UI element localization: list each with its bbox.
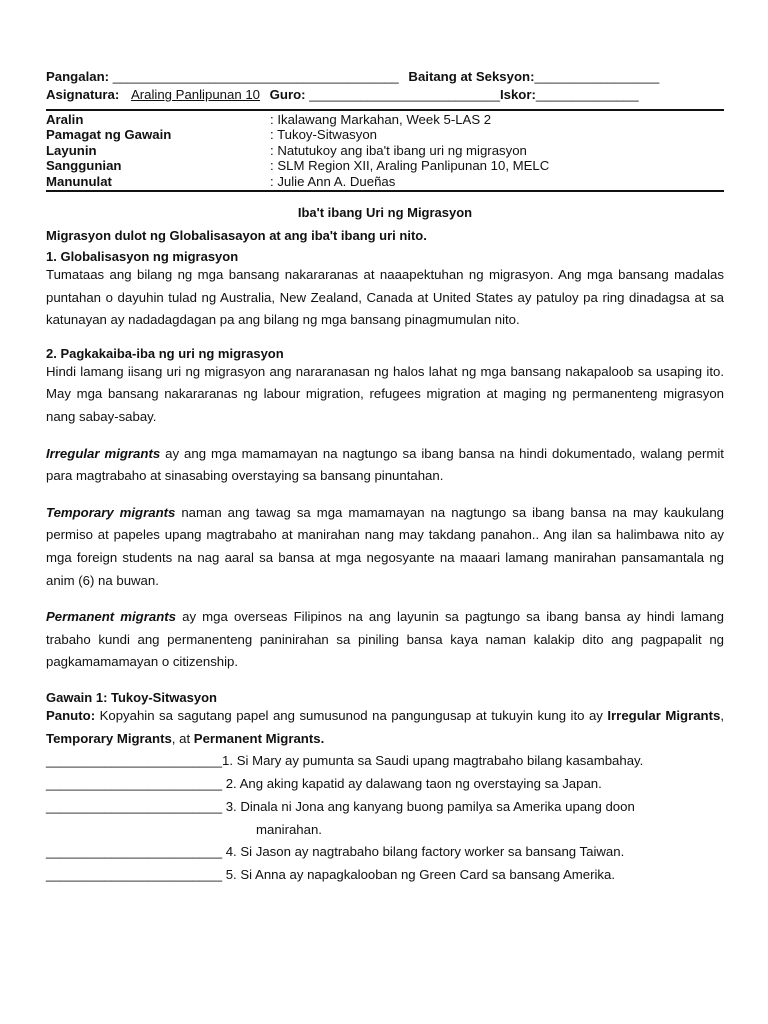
meta-row-manunulat [46, 174, 724, 189]
meta-value: : Ikalawang Markahan, Week 5-LAS 2 [270, 112, 492, 127]
answer-blank[interactable]: ________________________ [46, 775, 223, 791]
option-permanent: Permanent Migrants. [193, 730, 325, 746]
asignatura-value: Araling Panlipunan 10 [130, 87, 260, 102]
meta-key: Sanggunian [46, 158, 122, 174]
permanent-paragraph [46, 606, 724, 674]
pangalan-blank: _______________________________________ [112, 69, 399, 84]
irregular-term: Irregular migrants [46, 445, 161, 461]
pangalan-label: Pangalan: [46, 69, 110, 84]
panuto-text: Kopyahin sa sagutang papel ang sumusunod na pangungusap at tukuyin kung ito ay [95, 707, 608, 723]
header-line-1 [46, 68, 724, 86]
meta-row-sanggunian [46, 158, 724, 173]
baitang-blank: _________________ [534, 69, 660, 84]
meta-value: : Tukoy-Sitwasyon [270, 127, 378, 143]
answer-blank[interactable]: ________________________ [46, 867, 223, 883]
permanent-text: ay mga overseas Filipinos na ang layunin sa pagtungo sa ibang bansa ay hindi lamang trabaho kundi ang permanenteng paninirahan sa piniling bansa kaya naman kalakip dito ang pagpapalit ng pagkamamamayan o citizenship. [46, 609, 724, 670]
permanent-term: Permanent migrants [46, 609, 176, 625]
iskor-label: Iskor: [499, 87, 536, 102]
meta-divider [46, 190, 724, 192]
question-text: 3. Dinala ni Jona ang kanyang buong pamilya sa Amerika upang doon [222, 798, 635, 814]
section-1-text: Tumataas ang bilang ng mga bansang nakararanas at naaapektuhan ng migrasyon. Ang mga bansang madalas puntahan o dayuhin tulad ng Australia, New Zealand, Canada at United States ay patuloy pa ring dinadagsa at sa katunayan ay nadadagdagan pa ang bilang ng mga bansang pinagmumulan nito. [46, 267, 724, 328]
panuto-paragraph [46, 705, 724, 750]
meta-table [46, 112, 724, 189]
lesson-title: Iba't ibang Uri ng Migrasyon [297, 205, 473, 221]
meta-key: Pamagat ng Gawain [46, 127, 172, 143]
section-2-heading: 2. Pagkakaiba-iba ng uri ng migrasyon [46, 345, 284, 361]
question-text: 5. Si Anna ay napagkalooban ng Green Card sa bansang Amerika. [222, 867, 615, 883]
gawain-heading: Gawain 1: Tukoy-Sitwasyon [46, 689, 217, 705]
header-divider [46, 109, 724, 111]
meta-row-aralin [46, 112, 724, 127]
meta-row-pamagat [46, 127, 724, 142]
panuto-label: Panuto: [46, 707, 96, 723]
question-item-2 [46, 773, 724, 796]
answer-blank[interactable]: ________________________ [46, 798, 223, 814]
option-separator: , at [171, 730, 194, 746]
baitang-label: Baitang at Seksyon: [408, 69, 535, 84]
meta-key: Manunulat [46, 173, 112, 189]
section-1-heading: 1. Globalisasyon ng migrasyon [46, 249, 239, 265]
meta-key: Layunin [46, 142, 97, 158]
lesson-intro: Migrasyon dulot ng Globalisasayon at ang iba't ibang uri nito. [46, 228, 427, 244]
temporary-term: Temporary migrants [46, 504, 176, 520]
question-text: 2. Ang aking kapatid ay dalawang taon ng overstaying sa Japan. [222, 775, 602, 791]
header-line-2 [46, 86, 724, 104]
irregular-paragraph [46, 443, 724, 488]
asignatura-label: Asignatura: [46, 87, 120, 102]
option-irregular: Irregular Migrants [607, 707, 721, 723]
section-2-text: Hindi lamang iisang uri ng migrasyon ang nararanasan ng halos lahat ng mga bansang nakapaloob sa usaping ito. May mga bansang nakararanas ng labour migration, refugees migration at maging ng permanenteng migrasyon nang sabay-sabay. [46, 363, 724, 424]
question-item-3 [46, 796, 724, 842]
question-item-1 [46, 750, 724, 773]
option-temporary: Temporary Migrants [46, 730, 172, 746]
guro-label: Guro: [269, 87, 306, 102]
question-text: 1. Si Mary ay pumunta sa Saudi upang magtrabaho bilang kasambahay. [222, 753, 644, 769]
meta-value: : Julie Ann A. Dueñas [270, 173, 396, 189]
temporary-paragraph [46, 502, 724, 592]
worksheet-page [46, 68, 724, 887]
question-item-4 [46, 841, 724, 864]
option-separator: , [720, 707, 725, 723]
answer-blank[interactable]: ________________________ [46, 753, 223, 769]
meta-key: Aralin [46, 112, 84, 127]
meta-value: : Natutukoy ang iba't ibang uri ng migrasyon [270, 142, 527, 158]
question-text-continued: manirahan. [256, 821, 322, 837]
temporary-text: naman ang tawag sa mga mamamayan na nagtungo sa ibang bansa na may kaukulang permiso at papeles upang magtrabaho at manirahan nang may takdang panahon.. Ang ilan sa halimbawa nito ay mga foreign students na nag aaral sa bansa at mga negosyante na maaari lamang manirahan pansamantala ng anim (6) na buwan. [46, 504, 724, 588]
meta-row-layunin [46, 143, 724, 158]
answer-blank[interactable]: ________________________ [46, 844, 223, 860]
question-item-5 [46, 864, 724, 887]
guro-blank: __________________________ [309, 87, 500, 102]
question-list [46, 750, 724, 887]
meta-value: : SLM Region XII, Araling Panlipunan 10, MELC [270, 158, 550, 174]
iskor-blank: ______________ [535, 87, 639, 102]
question-text: 4. Si Jason ay nagtrabaho bilang factory worker sa bansang Taiwan. [222, 844, 625, 860]
irregular-text: ay ang mga mamamayan na nagtungo sa ibang bansa na hindi dokumentado, walang permit para magtrabaho at sinasabing overstaying sa bansang pinuntahan. [46, 445, 724, 484]
